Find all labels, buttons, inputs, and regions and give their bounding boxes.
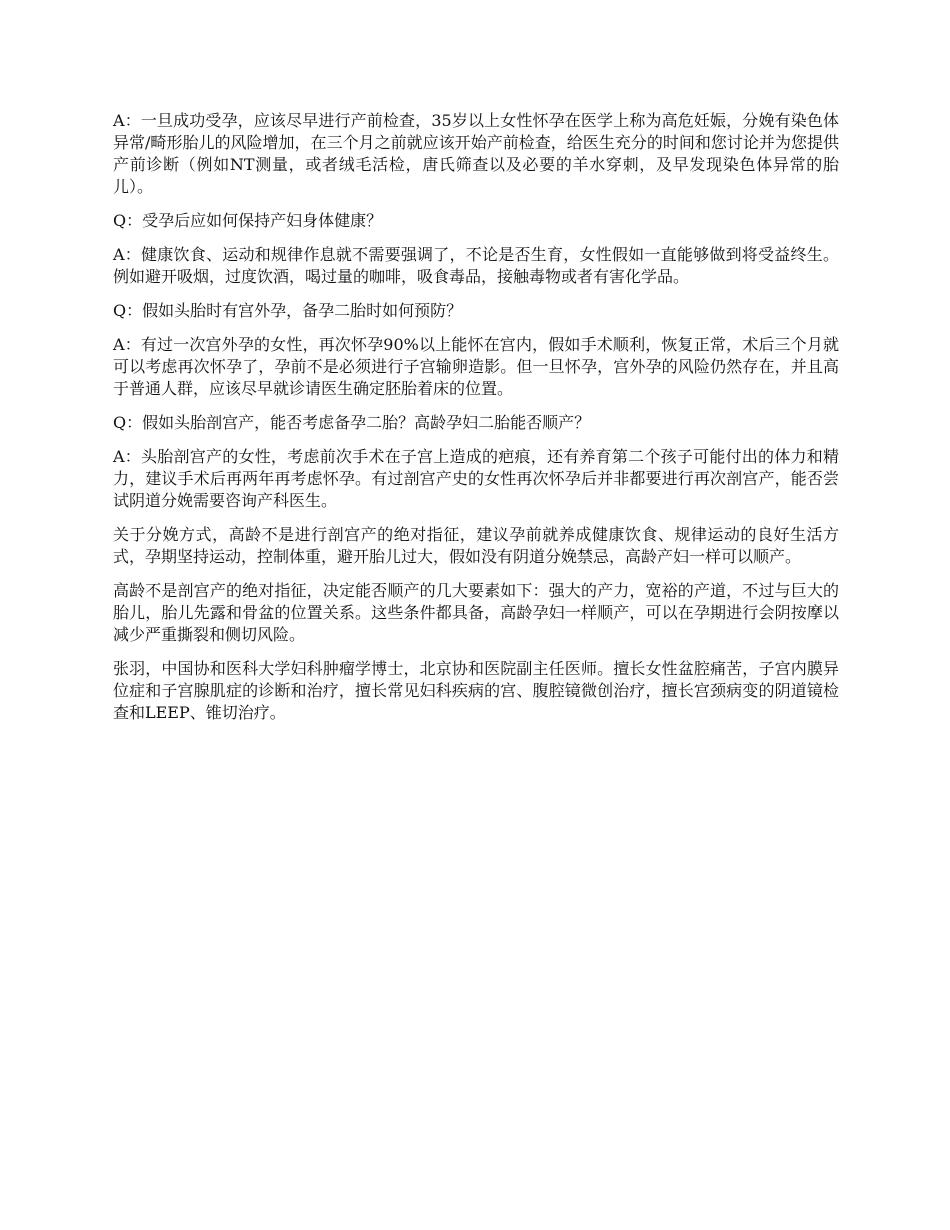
answer-maternal-health: A：健康饮食、运动和规律作息就不需要强调了，不论是否生育，女性假如一直能够做到将受益终生。例如避开吸烟，过度饮酒，喝过量的咖啡，吸食毒品，接触毒物或者有害化学品。 <box>113 245 839 286</box>
answer-cesarean: A：头胎剖宫产的女性，考虑前次手术在子宫上造成的疤痕，还有养育第二个孩子可能付出的体力和精力，建议手术后再两年再考虑怀孕。有过剖宫产史的女性再次怀孕后并非都要进行再次剖宫产，能否尝试阴道分娩需要咨询产科医生。 <box>113 447 839 510</box>
document-body <box>113 110 839 736</box>
answer-prenatal-check: A：一旦成功受孕，应该尽早进行产前检查，35岁以上女性怀孕在医学上称为高危妊娠，分娩有染色体异常/畸形胎儿的风险增加，在三个月之前就应该开始产前检查，给医生充分的时间和您讨论并为您提供产前诊断（例如NT测量，或者绒毛活检，唐氏筛查以及必要的羊水穿刺，及早发现染色体异常的胎儿）。 <box>113 111 839 196</box>
paragraph-delivery-method: 关于分娩方式，高龄不是进行剖宫产的绝对指征，建议孕前就养成健康饮食、规律运动的良好生活方式，孕期坚持运动，控制体重，避开胎儿过大，假如没有阴道分娩禁忌，高龄产妇一样可以顺产。 <box>113 525 839 566</box>
question-cesarean: Q：假如头胎剖宫产，能否考虑备孕二胎？高龄孕妇二胎能否顺产？ <box>113 413 591 432</box>
question-maternal-health: Q：受孕后应如何保持产妇身体健康？ <box>113 211 383 230</box>
answer-ectopic-pregnancy: A：有过一次宫外孕的女性，再次怀孕90%以上能怀在宫内，假如手术顺利，恢复正常，术后三个月就可以考虑再次怀孕了，孕前不是必须进行子宫输卵造影。但一旦怀孕，宫外孕的风险仍然存在，并且高于普通人群，应该尽早就诊请医生确定胚胎着床的位置。 <box>113 335 839 398</box>
paragraph-natural-delivery-factors: 高龄不是剖宫产的绝对指征，决定能否顺产的几大要素如下：强大的产力，宽裕的产道，不过与巨大的胎儿，胎儿先露和骨盆的位置关系。这些条件都具备，高龄孕妇一样顺产，可以在孕期进行会阴按摩以减少严重撕裂和侧切风险。 <box>113 581 839 644</box>
question-ectopic-pregnancy: Q：假如头胎时有宫外孕，备孕二胎时如何预防？ <box>113 301 463 320</box>
author-bio: 张羽，中国协和医科大学妇科肿瘤学博士，北京协和医院副主任医师。擅长女性盆腔痛苦，子宫内膜异位症和子宫腺肌症的诊断和治疗，擅长常见妇科疾病的宫、腹腔镜微创治疗，擅长宫颈病变的阴道镜检查和LEEP、锥切治疗。 <box>113 659 839 722</box>
